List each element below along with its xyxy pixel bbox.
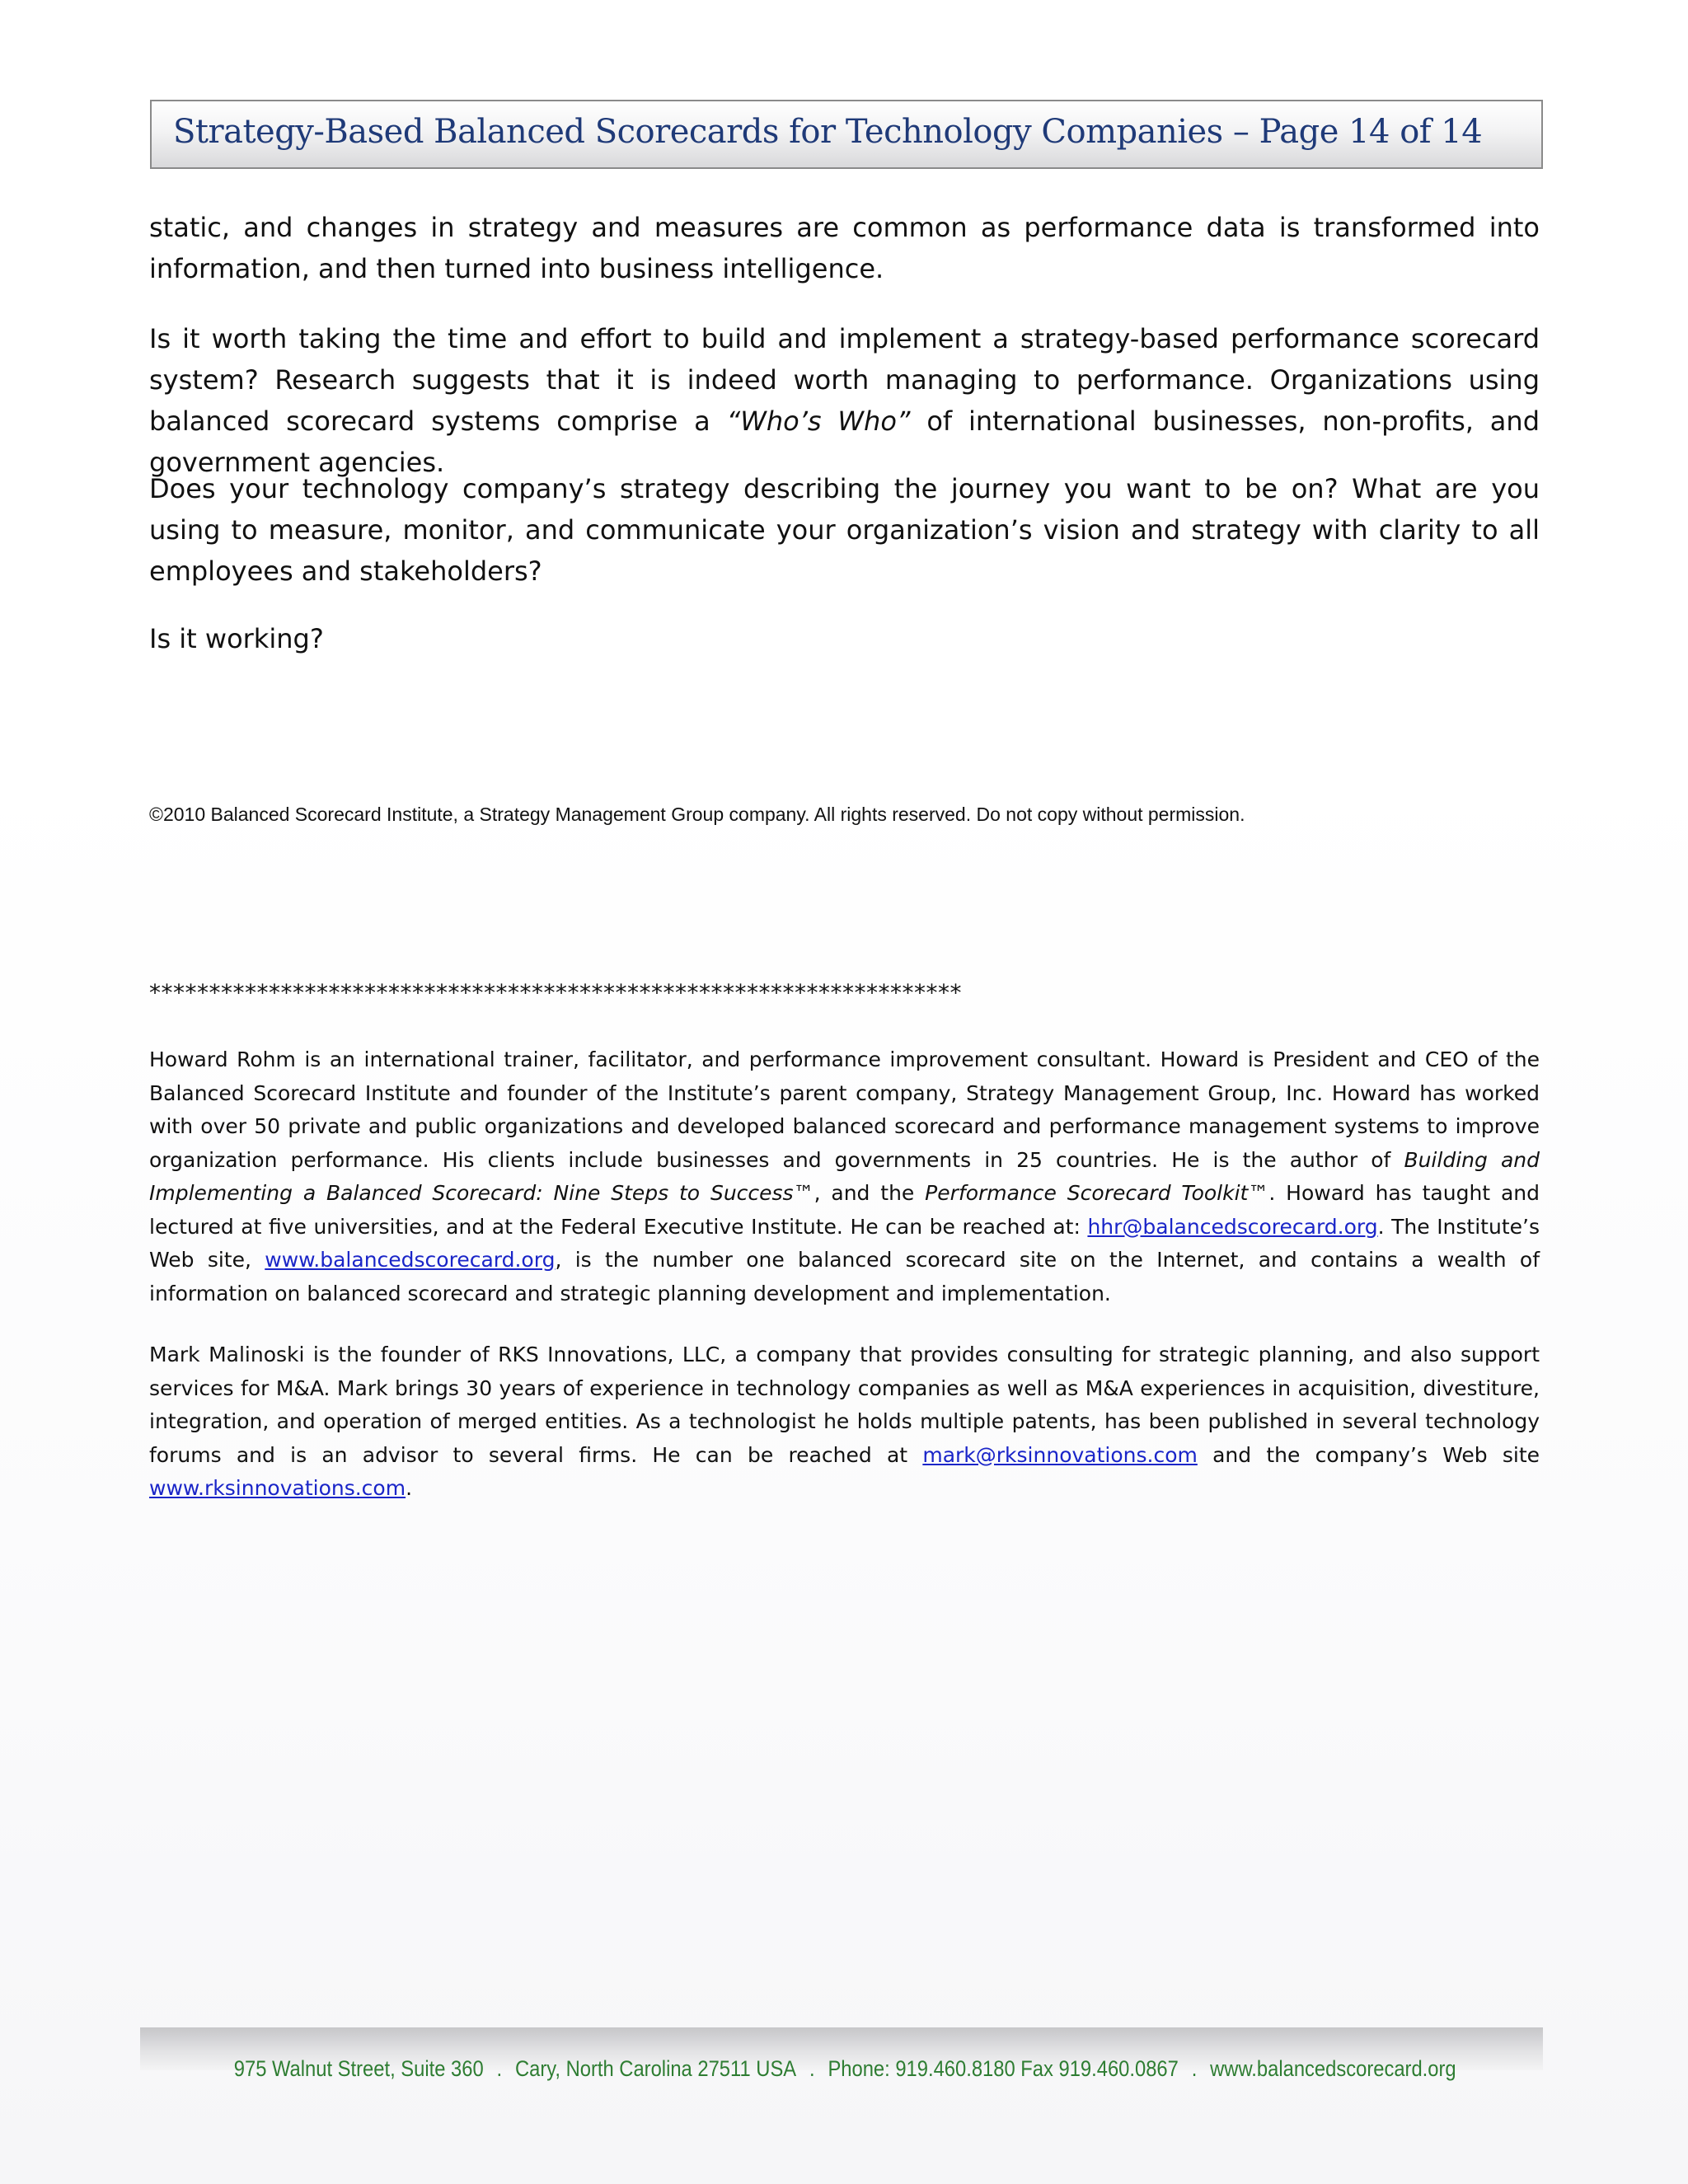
body-paragraph-3: Does your technology company’s strategy describing the journey you want to be on? What are you using to measure, monitor, and communicate your organization’s vision and strategy with clarity to all employees and stakeholders? — [149, 473, 1540, 587]
copyright-notice: ©2010 Balanced Scorecard Institute, a Strategy Management Group company. All rights reserved. Do not copy without permission. — [149, 804, 1245, 825]
bio-text: ™. Howard has taught and lectured at five universities, and at the Federal Executive Institute. He can be reached at: — [149, 1181, 1540, 1239]
footer-city: Cary, North Carolina 27511 USA — [514, 2056, 797, 2081]
body-paragraph-1: static, and changes in strategy and measures are common as performance data is transformed into information, and then turned into business intelligence. — [149, 212, 1540, 284]
page-title: Strategy-Based Balanced Scorecards for Technology Companies – Page 14 of 14 — [173, 113, 1483, 151]
email-link-malinoski[interactable]: mark@rksinnovations.com — [922, 1442, 1198, 1467]
bio-text: ™, and the — [793, 1181, 926, 1205]
author-bio-malinoski — [149, 1338, 1540, 1506]
footer-phone: Phone: 919.460.8180 Fax 919.460.0867 — [828, 2056, 1179, 2081]
bio-text: and the company’s Web site — [1197, 1442, 1540, 1467]
book-title: Building and Implementing a Balanced Scorecard: Nine Steps to Success — [149, 1147, 1540, 1205]
page-header — [150, 100, 1543, 169]
whos-who-italic: “Who’s Who” — [726, 405, 911, 437]
author-bio-rohm — [149, 1043, 1540, 1310]
email-link-rohm[interactable]: hhr@balancedscorecard.org — [1087, 1214, 1378, 1239]
body-paragraph-2 — [149, 318, 1540, 483]
website-link-bsi[interactable]: www.balancedscorecard.org — [265, 1248, 556, 1272]
bio-text: Howard Rohm is an international trainer, facilitator, and performance improvement consultant. Howard is President and CEO of the Balanced Scorecard Institute and founder of the Institute’s parent company, Strategy Management Group, Inc. Howard has worked with over 50 private and public organizations and developed balanced scorecard and performance management systems to improve organization performance. His clients include businesses and governments in 25 countries. He is the author of — [149, 1047, 1540, 1172]
footer-separator: . — [809, 2056, 815, 2081]
footer-contact — [102, 2056, 1587, 2082]
footer-website: www.balancedscorecard.org — [1210, 2056, 1456, 2081]
bio-text: . — [406, 1476, 413, 1500]
footer-address: 975 Walnut Street, Suite 360 — [233, 2056, 484, 2081]
website-link-rks[interactable]: www.rksinnovations.com — [149, 1476, 406, 1500]
footer-separator: . — [496, 2056, 503, 2081]
body-paragraph-4: Is it working? — [149, 623, 324, 654]
paragraph-text: Is it worth taking the time and effort to build and implement a strategy-based performance scorecard system? Research suggests that it is indeed worth managing to performance. Organizations using balanced scorecard systems comprise a — [149, 323, 1540, 437]
bio-text: . The Institute’s Web site, — [149, 1214, 1540, 1272]
bio-text: , is the number one balanced scorecard site on the Internet, and contains a wealth of information on balanced scorecard and strategic planning development and implementation. — [149, 1248, 1540, 1305]
book-title: Performance Scorecard Toolkit — [925, 1181, 1249, 1205]
section-separator: ******************************************************************** — [149, 979, 962, 1006]
bio-text: Mark Malinoski is the founder of RKS Innovations, LLC, a company that provides consulting for strategic planning, and also support services for M&A. Mark brings 30 years of experience in technology companies as well as M&A experiences in acquisition, divestiture, integration, and operation of merged entities. As a technologist he holds multiple patents, has been published in several technology forums and is an advisor to several firms. He can be reached at — [149, 1343, 1540, 1467]
paragraph-text: of international businesses, non-profits, and government agencies. — [149, 405, 1540, 478]
footer-separator: . — [1191, 2056, 1198, 2081]
